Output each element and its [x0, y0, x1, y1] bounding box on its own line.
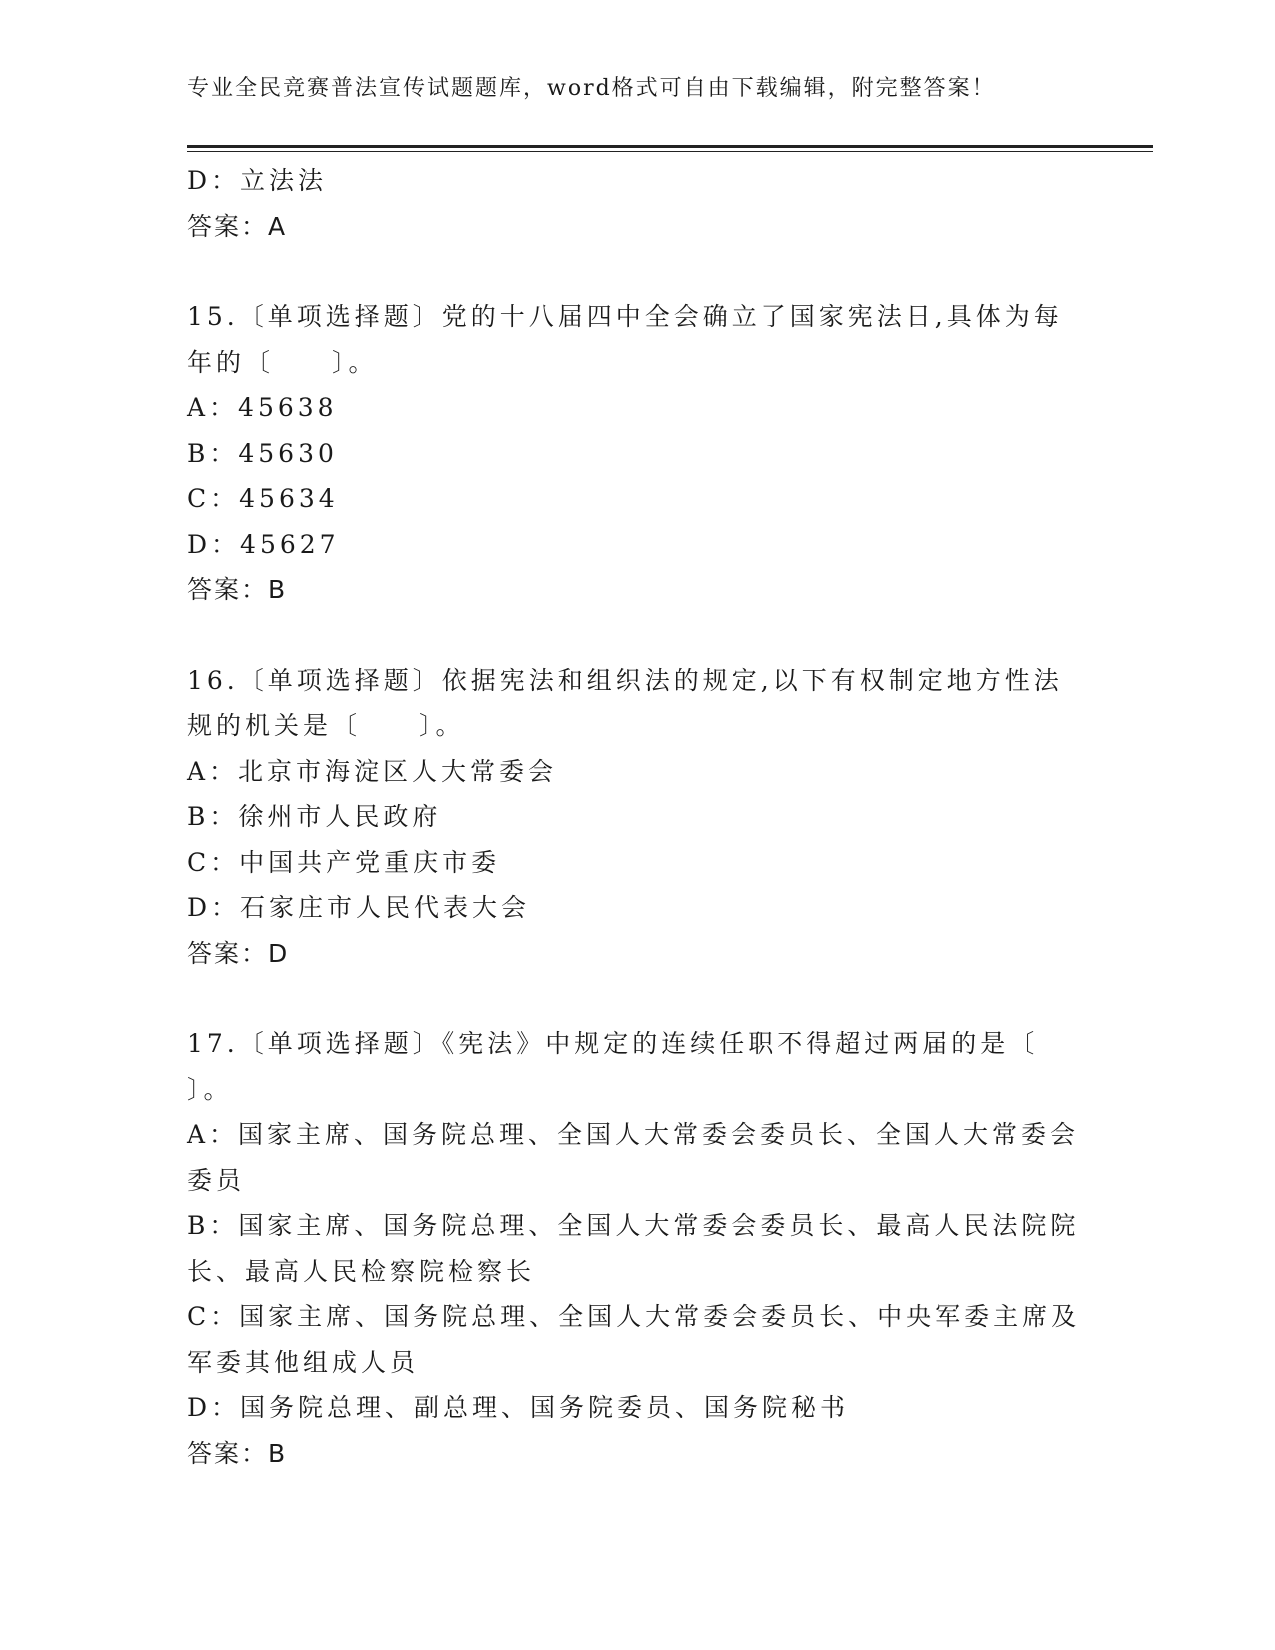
option-c-continued: 军委其他组成人员: [187, 1347, 420, 1377]
question-stem-continued: 年的〔 〕。: [187, 347, 378, 377]
question-stem-continued: 〕。: [187, 1074, 233, 1104]
header-divider: [187, 145, 1153, 152]
option-b: B：徐州市人民政府: [187, 802, 442, 831]
question-stem: 17.〔单项选择题〕《宪法》中规定的连续任职不得超过两届的是〔: [187, 1029, 1039, 1058]
answer-line: 答案：B: [187, 1438, 288, 1468]
option-c: C：中国共产党重庆市委: [187, 847, 501, 877]
answer-line: 答案：A: [187, 211, 288, 241]
option-b-continued: 长、最高人民检察院检察长: [187, 1256, 536, 1286]
answer-line: 答案：D: [187, 938, 290, 968]
question-stem: 15.〔单项选择题〕党的十八届四中全会确立了国家宪法日,具体为每: [187, 302, 1063, 331]
answer-line: 答案：B: [187, 575, 288, 604]
option-c: C：国家主席、国务院总理、全国人大常委会委员长、中央军委主席及: [187, 1302, 1081, 1331]
document-content: [187, 158, 1087, 1476]
option-a: A：北京市海淀区人大常委会: [187, 756, 558, 786]
option-b: B：国家主席、国务院总理、全国人大常委会委员长、最高人民法院院: [187, 1211, 1080, 1240]
option-d: D：45627: [187, 529, 340, 559]
option-a-continued: 委员: [187, 1165, 246, 1195]
option-d: D：立法法: [187, 166, 328, 195]
option-d: D：石家庄市人民代表大会: [187, 893, 531, 922]
option-c: C：45634: [187, 484, 339, 513]
question-15: [187, 294, 1087, 613]
question-stem-continued: 规的机关是〔 〕。: [187, 711, 465, 740]
option-d: D：国务院总理、副总理、国务院委员、国务院秘书: [187, 1393, 850, 1422]
option-a: A：45638: [187, 393, 338, 422]
option-a: A：国家主席、国务院总理、全国人大常委会委员长、全国人大常委会: [187, 1120, 1080, 1149]
option-b: B：45630: [187, 438, 338, 468]
question-stem: 16.〔单项选择题〕依据宪法和组织法的规定,以下有权制定地方性法: [187, 665, 1063, 695]
carryover-block: [187, 158, 1087, 249]
question-16: [187, 658, 1087, 977]
question-17: [187, 1021, 1087, 1476]
page-header-text: 专业全民竞赛普法宣传试题题库，word格式可自由下载编辑，附完整答案！: [187, 76, 996, 101]
